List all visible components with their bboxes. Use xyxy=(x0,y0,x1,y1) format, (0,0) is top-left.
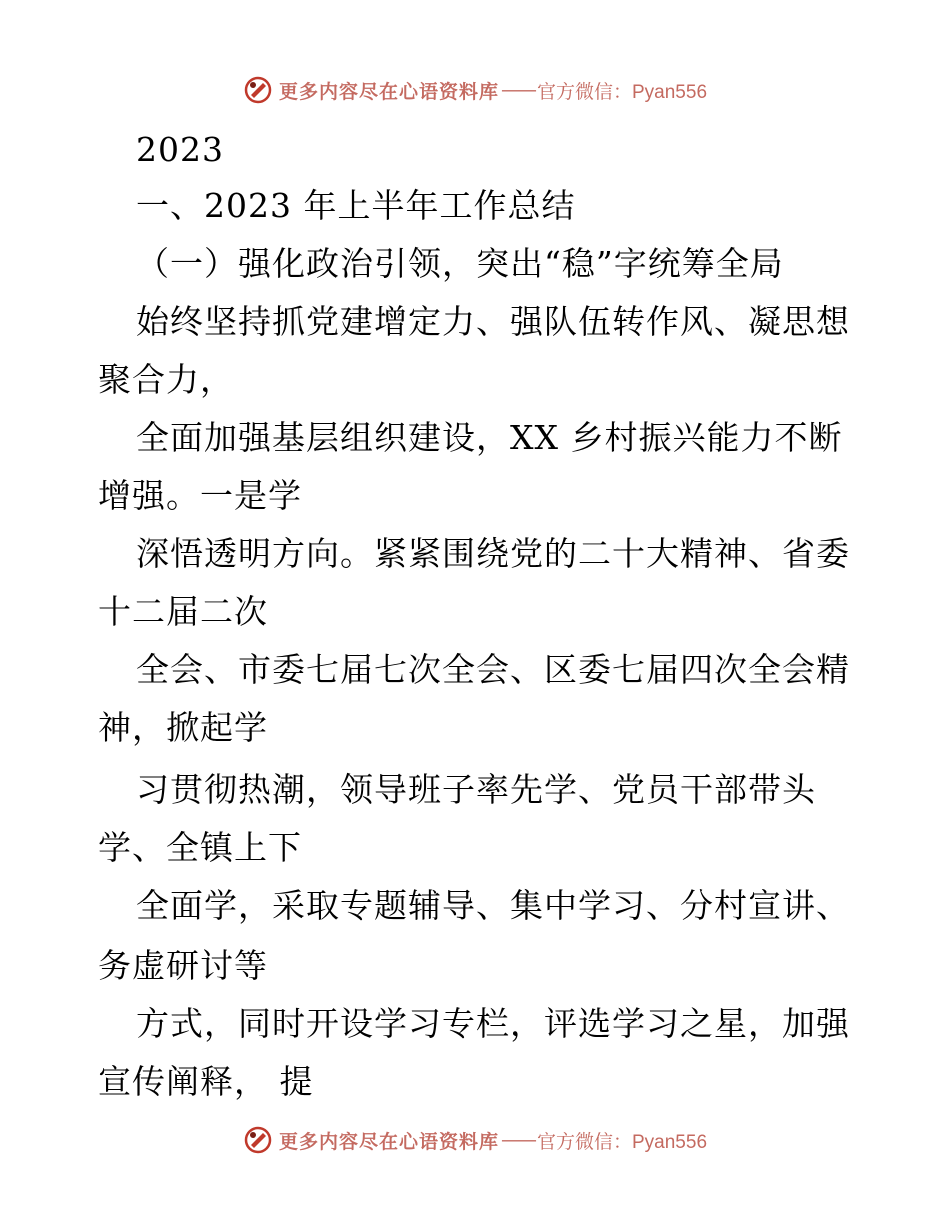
section-heading: 一、2023 年上半年工作总结 xyxy=(136,186,576,225)
watermark-dash: —— xyxy=(501,79,535,101)
paragraph-line: 宣传阐释， 提 xyxy=(98,1062,314,1101)
paragraph-line: 务虚研讨等 xyxy=(98,946,268,985)
footer-watermark xyxy=(0,1122,950,1158)
watermark-brand: 更多内容尽在心语资料库 xyxy=(278,1130,499,1153)
paragraph-line: 全面学，采取专题辅导、集中学习、分村宣讲、 xyxy=(136,886,850,925)
header-watermark xyxy=(0,72,950,108)
paragraph-line: 始终坚持抓党建增定力、强队伍转作风、凝思想 xyxy=(136,302,850,341)
paragraph-line: 方式，同时开设学习专栏，评选学习之星，加强 xyxy=(136,1004,850,1043)
paragraph-line: 全会、市委七届七次全会、区委七届四次全会精 xyxy=(136,650,850,689)
paragraph-line: 全面加强基层组织建设，XX 乡村振兴能力不断 xyxy=(136,418,843,457)
paragraph-line: 神，掀起学 xyxy=(98,708,268,747)
paragraph-line: 十二届二次 xyxy=(98,592,268,631)
watermark-contact: 官方微信：Pyan556 xyxy=(537,81,708,103)
pen-seal-logo-icon xyxy=(243,75,273,105)
subsection-heading: （一）强化政治引领，突出“稳”字统筹全局 xyxy=(136,244,784,283)
doc-year-heading: 2023 xyxy=(136,130,224,169)
paragraph-line: 学、全镇上下 xyxy=(98,828,302,867)
pen-seal-logo-icon xyxy=(243,1125,273,1155)
paragraph-line: 习贯彻热潮，领导班子率先学、党员干部带头 xyxy=(136,770,816,809)
watermark-contact: 官方微信：Pyan556 xyxy=(537,1131,708,1153)
watermark-dash: —— xyxy=(501,1129,535,1151)
paragraph-line: 增强。一是学 xyxy=(98,476,302,515)
paragraph-line: 聚合力， xyxy=(98,360,234,399)
paragraph-line: 深悟透明方向。紧紧围绕党的二十大精神、省委 xyxy=(136,534,850,573)
watermark-brand: 更多内容尽在心语资料库 xyxy=(278,80,499,103)
